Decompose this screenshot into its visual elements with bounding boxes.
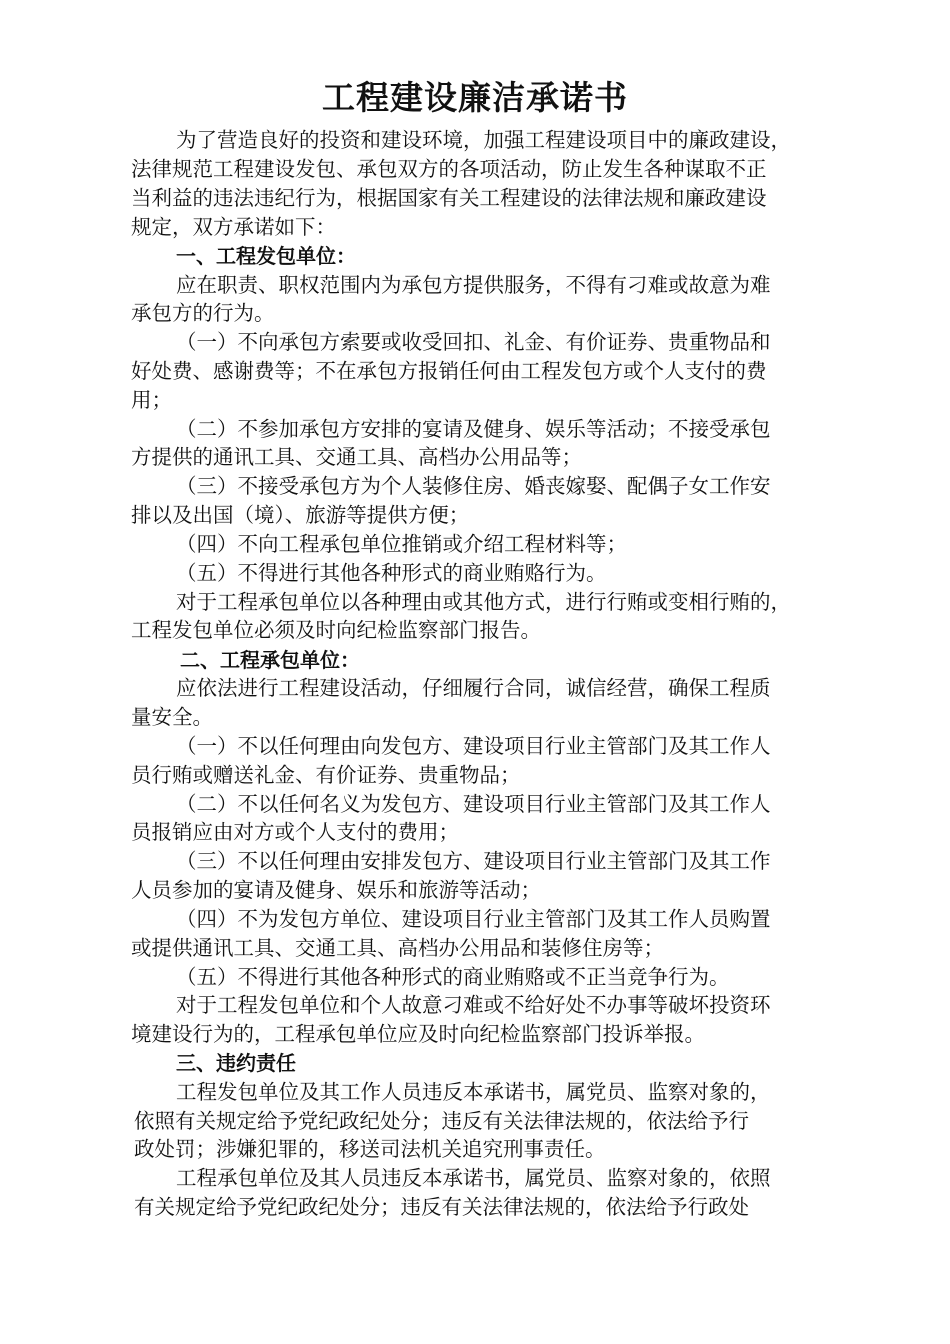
text-line: 政处罚；涉嫌犯罪的，移送司法机关追究刑事责任。 bbox=[134, 1137, 606, 1161]
section-heading-2: 二、工程承包单位： bbox=[180, 648, 360, 672]
text-line: 当利益的违法违纪行为，根据国家有关工程建设的法律法规和廉政建设 bbox=[131, 186, 767, 210]
text-line: 应在职责、职权范围内为承包方提供服务，不得有刁难或故意为难 bbox=[176, 273, 771, 297]
text-line: 人员参加的宴请及健身、娱乐和旅游等活动； bbox=[131, 878, 541, 902]
text-line: 有关规定给予党纪政纪处分；违反有关法律法规的，依法给予行政处 bbox=[134, 1195, 749, 1219]
text-line: 员报销应由对方或个人支付的费用； bbox=[131, 820, 459, 844]
text-line: （四）不向工程承包单位推销或介绍工程材料等； bbox=[176, 532, 627, 556]
text-line: 依照有关规定给予党纪政纪处分；违反有关法律法规的，依法给予行 bbox=[134, 1109, 749, 1133]
text-line: 用； bbox=[131, 388, 172, 412]
text-line: 工程承包单位及其人员违反本承诺书，属党员、监察对象的，依照 bbox=[176, 1166, 771, 1190]
text-line: 方提供的通讯工具、交通工具、高档办公用品等； bbox=[131, 445, 582, 469]
text-line: （一）不以任何理由向发包方、建设项目行业主管部门及其工作人 bbox=[176, 734, 771, 758]
section-heading-1: 一、工程发包单位： bbox=[176, 244, 356, 268]
text-line: （五）不得进行其他各种形式的商业贿赂行为。 bbox=[176, 561, 607, 585]
text-line: 为了营造良好的投资和建设环境，加强工程建设项目中的廉政建设， bbox=[176, 128, 791, 152]
section-heading-3: 三、违约责任 bbox=[176, 1051, 296, 1075]
text-line: 量安全。 bbox=[131, 705, 213, 729]
text-line: （二）不参加承包方安排的宴请及健身、娱乐等活动；不接受承包 bbox=[176, 417, 771, 441]
text-line: （二）不以任何名义为发包方、建设项目行业主管部门及其工作人 bbox=[176, 792, 771, 816]
text-line: （四）不为发包方单位、建设项目行业主管部门及其工作人员购置 bbox=[176, 907, 771, 931]
text-line: 境建设行为的，工程承包单位应及时向纪检监察部门投诉举报。 bbox=[131, 1022, 705, 1046]
text-line: 好处费、感谢费等；不在承包方报销任何由工程发包方或个人支付的费 bbox=[131, 359, 767, 383]
text-line: 工程发包单位必须及时向纪检监察部门报告。 bbox=[131, 618, 541, 642]
text-line: 排以及出国（境）、旅游等提供方便； bbox=[131, 503, 470, 527]
text-line: 对于工程承包单位以各种理由或其他方式，进行行贿或变相行贿的， bbox=[176, 590, 791, 614]
text-line: 法律规范工程建设发包、承包双方的各项活动，防止发生各种谋取不正 bbox=[131, 157, 767, 181]
text-line: （三）不接受承包方为个人装修住房、婚丧嫁娶、配偶子女工作安 bbox=[176, 474, 771, 498]
text-line: 对于工程发包单位和个人故意刁难或不给好处不办事等破坏投资环 bbox=[176, 993, 771, 1017]
text-line: （五）不得进行其他各种形式的商业贿赂或不正当竞争行为。 bbox=[176, 965, 730, 989]
text-line: 规定，双方承诺如下： bbox=[131, 215, 336, 239]
text-line: （三）不以任何理由安排发包方、建设项目行业主管部门及其工作 bbox=[176, 849, 771, 873]
page-title: 工程建设廉洁承诺书 bbox=[322, 78, 628, 117]
text-line: 工程发包单位及其工作人员违反本承诺书，属党员、监察对象的， bbox=[176, 1080, 771, 1104]
text-line: （一）不向承包方索要或收受回扣、礼金、有价证券、贵重物品和 bbox=[176, 330, 771, 354]
text-line: 应依法进行工程建设活动，仔细履行合同，诚信经营，确保工程质 bbox=[176, 676, 771, 700]
text-line: 或提供通讯工具、交通工具、高档办公用品和装修住房等； bbox=[131, 936, 664, 960]
text-line: 承包方的行为。 bbox=[131, 301, 275, 325]
text-line: 员行贿或赠送礼金、有价证券、贵重物品； bbox=[131, 763, 521, 787]
